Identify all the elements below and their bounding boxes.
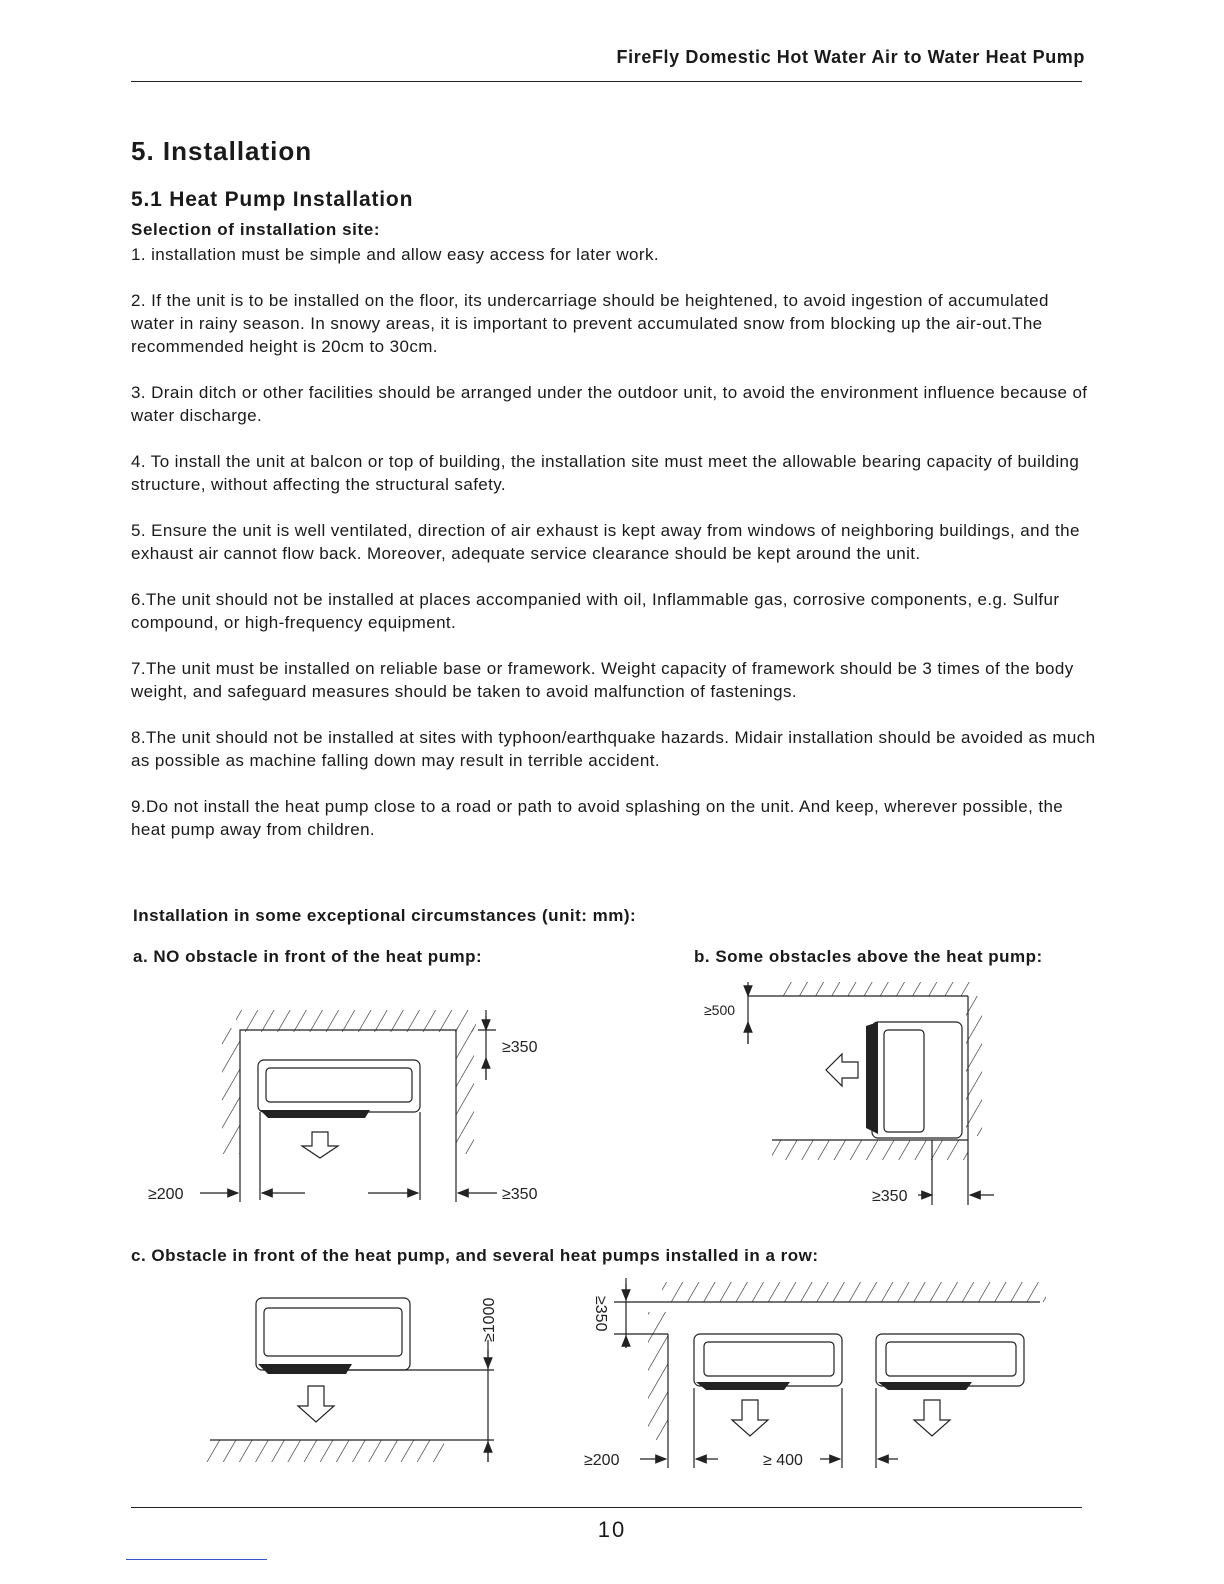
list-item: 7.The unit must be installed on reliable base or framework. Weight capacity of framework should be 3 times of the body weight, and safeguard measures should be taken to avoid malfunction of fastenings. <box>131 659 1074 701</box>
footer-rule <box>131 1507 1082 1508</box>
diagram-a <box>200 1010 497 1202</box>
header-title: FireFly Domestic Hot Water Air to Water Heat Pump <box>616 47 1085 67</box>
list-item: 2. If the unit is to be installed on the floor, its undercarriage should be heightened, to avoid ingestion of accumulated water in rainy season. In snowy areas, it is important to prevent accumulated snow from blocking up the air-out.The recommended height is 20cm to 30cm. <box>131 291 1049 356</box>
diagram-c2-top-clearance: ≥350 <box>592 1296 609 1332</box>
diagram-a-top-clearance: ≥350 <box>502 1039 538 1056</box>
subsection-title: 5.1 Heat Pump Installation <box>131 188 414 211</box>
diagram-c2 <box>614 1278 1046 1468</box>
exceptional-heading: Installation in some exceptional circumstances (unit: mm): <box>133 906 637 925</box>
page-number: 10 <box>597 1517 627 1542</box>
diagram-b <box>748 982 994 1205</box>
list-item: 1. installation must be simple and allow easy access for later work. <box>131 245 659 264</box>
caption-b: b. Some obstacles above the heat pump: <box>694 947 1043 966</box>
diagram-c1 <box>204 1298 494 1462</box>
diagram-c2-between-clearance: ≥ 400 <box>763 1452 803 1469</box>
diagram-c1-front-clearance: ≥1000 <box>481 1297 498 1342</box>
diagram-a-right-clearance: ≥350 <box>502 1186 538 1203</box>
list-item: 5. Ensure the unit is well ventilated, direction of air exhaust is kept away from windows of neighboring buildings, and the exhaust air cannot flow back. Moreover, adequate service clearance should be kept around the unit. <box>131 521 1080 563</box>
list-item: 8.The unit should not be installed at sites with typhoon/earthquake hazards. Midair installation should be avoided as much as possible as machine falling down may result in terrible accident. <box>131 728 1096 770</box>
diagram-c2-left-clearance: ≥200 <box>584 1452 620 1469</box>
section-title: 5. Installation <box>131 136 313 166</box>
footnote-line <box>126 1559 267 1560</box>
diagram-b-right-clearance: ≥350 <box>872 1188 908 1205</box>
site-selection-heading: Selection of installation site: <box>131 220 381 239</box>
diagram-b-top-clearance: ≥500 <box>704 1002 736 1018</box>
diagram-a-left-clearance: ≥200 <box>148 1186 184 1203</box>
list-item: 9.Do not install the heat pump close to a road or path to avoid splashing on the unit. And keep, wherever possible, the heat pump away from children. <box>131 797 1064 839</box>
caption-a: a. NO obstacle in front of the heat pump: <box>133 947 483 966</box>
list-item: 4. To install the unit at balcon or top of building, the installation site must meet the allowable bearing capacity of building structure, without affecting the structural safety. <box>131 452 1080 494</box>
list-item: 6.The unit should not be installed at places accompanied with oil, Inflammable gas, corrosive components, e.g. Sulfur compound, or high-frequency equipment. <box>131 590 1060 632</box>
caption-c: c. Obstacle in front of the heat pump, and several heat pumps installed in a row: <box>131 1246 819 1265</box>
list-item: 3. Drain ditch or other facilities should be arranged under the outdoor unit, to avoid the environment influence because of water discharge. <box>131 383 1088 425</box>
